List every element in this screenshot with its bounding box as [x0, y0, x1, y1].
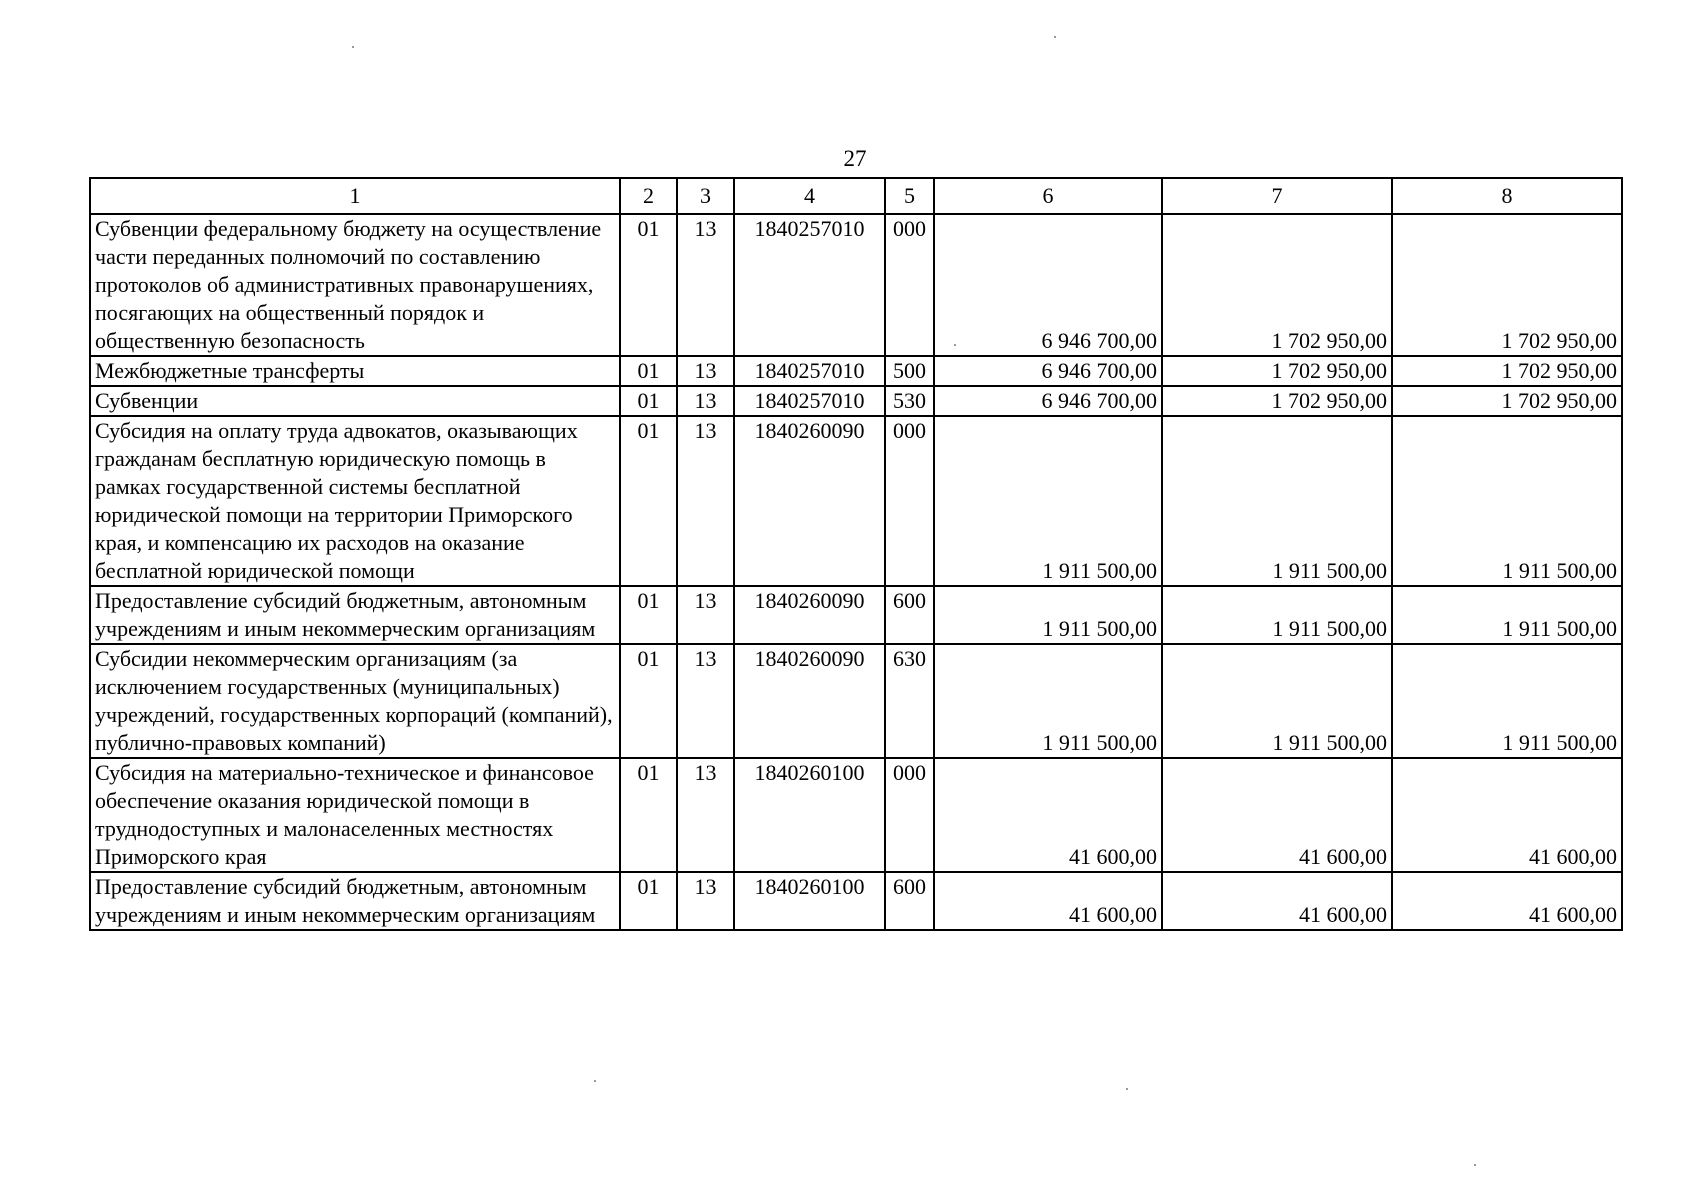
scan-speck: [352, 46, 354, 48]
scan-speck: [954, 344, 956, 346]
amount-col-7: 41 600,00: [1162, 872, 1392, 930]
column-header-3: 3: [677, 178, 734, 214]
budget-table: [89, 177, 1623, 931]
target-article-code: 1840257010: [734, 356, 885, 386]
amount-col-6: 41 600,00: [934, 758, 1162, 872]
amount-col-6: 6 946 700,00: [934, 214, 1162, 356]
amount-col-7: 1 911 500,00: [1162, 644, 1392, 758]
expense-type-code: 600: [885, 586, 934, 644]
subsection-code: 13: [677, 644, 734, 758]
subsection-code: 13: [677, 586, 734, 644]
row-name: Субсидия на материально-техническое и финансовое обеспечение оказания юридической помощи в труднодоступных и малонаселенных местностях Приморского края: [90, 758, 620, 872]
table-row: [90, 644, 1622, 758]
amount-col-8: 1 911 500,00: [1392, 644, 1622, 758]
expense-type-code: 500: [885, 356, 934, 386]
subsection-code: 13: [677, 872, 734, 930]
amount-col-7: 1 911 500,00: [1162, 416, 1392, 586]
column-header-8: 8: [1392, 178, 1622, 214]
section-code: 01: [620, 586, 677, 644]
subsection-code: 13: [677, 214, 734, 356]
amount-col-8: 1 702 950,00: [1392, 214, 1622, 356]
target-article-code: 1840260100: [734, 758, 885, 872]
subsection-code: 13: [677, 356, 734, 386]
expense-type-code: 600: [885, 872, 934, 930]
table-row: [90, 872, 1622, 930]
table-row: [90, 356, 1622, 386]
table-row: [90, 586, 1622, 644]
expense-type-code: 630: [885, 644, 934, 758]
amount-col-8: 1 911 500,00: [1392, 416, 1622, 586]
subsection-code: 13: [677, 758, 734, 872]
subsection-code: 13: [677, 416, 734, 586]
scan-speck: [1126, 1088, 1128, 1090]
row-name: Субвенции федеральному бюджету на осуществление части переданных полномочий по составлению протоколов об административных правонарушениях, посягающих на общественный порядок и общественную безопасность: [90, 214, 620, 356]
section-code: 01: [620, 872, 677, 930]
table-row: [90, 386, 1622, 416]
row-name: Предоставление субсидий бюджетным, автономным учреждениям и иным некоммерческим организациям: [90, 586, 620, 644]
column-header-7: 7: [1162, 178, 1392, 214]
expense-type-code: 000: [885, 758, 934, 872]
amount-col-6: 1 911 500,00: [934, 416, 1162, 586]
amount-col-7: 41 600,00: [1162, 758, 1392, 872]
column-header-6: 6: [934, 178, 1162, 214]
row-name: Субсидии некоммерческим организациям (за исключением государственных (муниципальных) учреждений, государственных корпораций (компаний), публично-правовых компаний): [90, 644, 620, 758]
page-number: 27: [843, 146, 867, 171]
row-name: Межбюджетные трансферты: [90, 356, 620, 386]
row-name: Предоставление субсидий бюджетным, автономным учреждениям и иным некоммерческим организациям: [90, 872, 620, 930]
target-article-code: 1840260100: [734, 872, 885, 930]
column-header-2: 2: [620, 178, 677, 214]
column-header-4: 4: [734, 178, 885, 214]
amount-col-7: 1 911 500,00: [1162, 586, 1392, 644]
amount-col-7: 1 702 950,00: [1162, 214, 1392, 356]
row-name: Субвенции: [90, 386, 620, 416]
expense-type-code: 530: [885, 386, 934, 416]
section-code: 01: [620, 758, 677, 872]
amount-col-8: 1 702 950,00: [1392, 356, 1622, 386]
amount-col-8: 1 911 500,00: [1392, 586, 1622, 644]
amount-col-7: 1 702 950,00: [1162, 356, 1392, 386]
section-code: 01: [620, 644, 677, 758]
amount-col-6: 1 911 500,00: [934, 644, 1162, 758]
scan-speck: [1054, 36, 1056, 38]
row-name: Субсидия на оплату труда адвокатов, оказывающих гражданам бесплатную юридическую помощь в рамках государственной системы бесплатной юридической помощи на территории Приморского края, и компенсацию их расходов на оказание бесплатной юридической помощи: [90, 416, 620, 586]
expense-type-code: 000: [885, 416, 934, 586]
amount-col-8: 41 600,00: [1392, 758, 1622, 872]
section-code: 01: [620, 214, 677, 356]
target-article-code: 1840260090: [734, 586, 885, 644]
target-article-code: 1840257010: [734, 214, 885, 356]
table-row: [90, 758, 1622, 872]
section-code: 01: [620, 386, 677, 416]
amount-col-8: 1 702 950,00: [1392, 386, 1622, 416]
amount-col-6: 41 600,00: [934, 872, 1162, 930]
target-article-code: 1840260090: [734, 416, 885, 586]
section-code: 01: [620, 416, 677, 586]
amount-col-7: 1 702 950,00: [1162, 386, 1392, 416]
target-article-code: 1840257010: [734, 386, 885, 416]
column-header-5: 5: [885, 178, 934, 214]
amount-col-8: 41 600,00: [1392, 872, 1622, 930]
expense-type-code: 000: [885, 214, 934, 356]
amount-col-6: 6 946 700,00: [934, 386, 1162, 416]
subsection-code: 13: [677, 386, 734, 416]
target-article-code: 1840260090: [734, 644, 885, 758]
column-header-1: 1: [90, 178, 620, 214]
scan-speck: [1474, 1164, 1476, 1166]
table-row: [90, 214, 1622, 356]
amount-col-6: 6 946 700,00: [934, 356, 1162, 386]
table-row: [90, 416, 1622, 586]
scan-speck: [594, 1080, 596, 1082]
header-row: [90, 178, 1622, 214]
section-code: 01: [620, 356, 677, 386]
amount-col-6: 1 911 500,00: [934, 586, 1162, 644]
